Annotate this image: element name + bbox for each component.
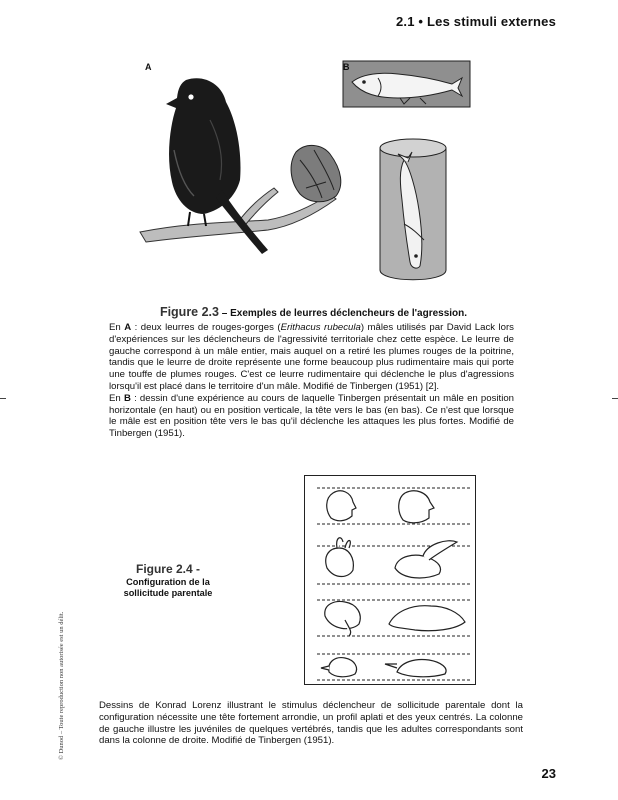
right-edge-mark [612, 398, 618, 399]
robin-decoy-tuft [291, 145, 341, 201]
left-edge-mark [0, 398, 6, 399]
running-head: 2.1 • Les stimuli externes [395, 14, 556, 29]
copyright-notice: © Dunod – Toute reproduction non autorisée est un délit. [58, 611, 65, 760]
human-heads [327, 491, 434, 523]
figure-2-3-illustration [0, 0, 618, 300]
figure-2-4-number: Figure 2.4 - [135, 562, 200, 576]
figure-2-4-title: Configuration de la sollicitude parentale [123, 577, 213, 598]
bird-heads [321, 658, 446, 677]
figure-2-3-title: Figure 2.3 – Exemples de leurres déclencheurs de l'agression. [159, 305, 468, 319]
figure-2-4-caption: Dessins de Konrad Lorenz illustrant le stimulus déclencheur de sollicitude parentale dont la configuration nécessite une tête fortement arrondie, un profil aplati et des yeux centrés. La colonne de gauche illustre les juvéniles de quelques vertébrés, tandis que les adultes correspondants sont dans la colonne de droite. Modifié de Tinbergen (1951). [99, 700, 523, 747]
page-number: 23 [541, 766, 556, 781]
figure-2-3-body [109, 322, 514, 440]
figure-2-3-title-text: Exemples de leurres déclencheurs de l'agression. [230, 308, 468, 319]
rabbit-heads [326, 538, 457, 578]
dog-heads [325, 602, 465, 636]
paragraph-panel-a: En A : deux leurres de rouges-gorges (Erithacus rubecula) mâles utilisés par David Lack lors d'expériences sur les déclencheurs de l'agressivité territoriale chez cette espèce. Le leurre de gauche correspond à un mâle entier, mais auquel on a retiré les plumes rouges de la poitrine, tandis que le leurre de droite représente une forme beaucoup plus rudimentaire mais qui porte une touffe de plumes rouges. C'est ce leurre rudimentaire qui déclenche le plus d'agressions lorsqu'il est placé dans le territoire d'un mâle. Modifié de Tinbergen (1951) [2]. [109, 322, 514, 392]
figure-2-3-caption [109, 305, 514, 440]
figure-2-3-number: Figure 2.3 [159, 305, 219, 319]
species-name: Erithacus rubecula [280, 322, 361, 333]
fish-horizontal-panel [343, 61, 470, 107]
panel-label-b: B [343, 62, 350, 72]
figure-2-4-label [108, 562, 228, 599]
fish-vertical-cylinder [380, 139, 446, 280]
panel-label-a: A [145, 62, 152, 72]
paragraph-panel-b: En B : dessin d'une expérience au cours de laquelle Tinbergen présentait un mâle en position horizontale (en haut) ou en position verticale, la tête vers le bas (en bas). Ce n'est que lorsque le mâle est en position tête vers le bas qu'il déclenche les attaques les plus fortes. Modifié de Tinbergen (1951). [109, 392, 514, 440]
figure-2-4-illustration [304, 475, 476, 685]
lorenz-head-drawings [305, 476, 475, 684]
